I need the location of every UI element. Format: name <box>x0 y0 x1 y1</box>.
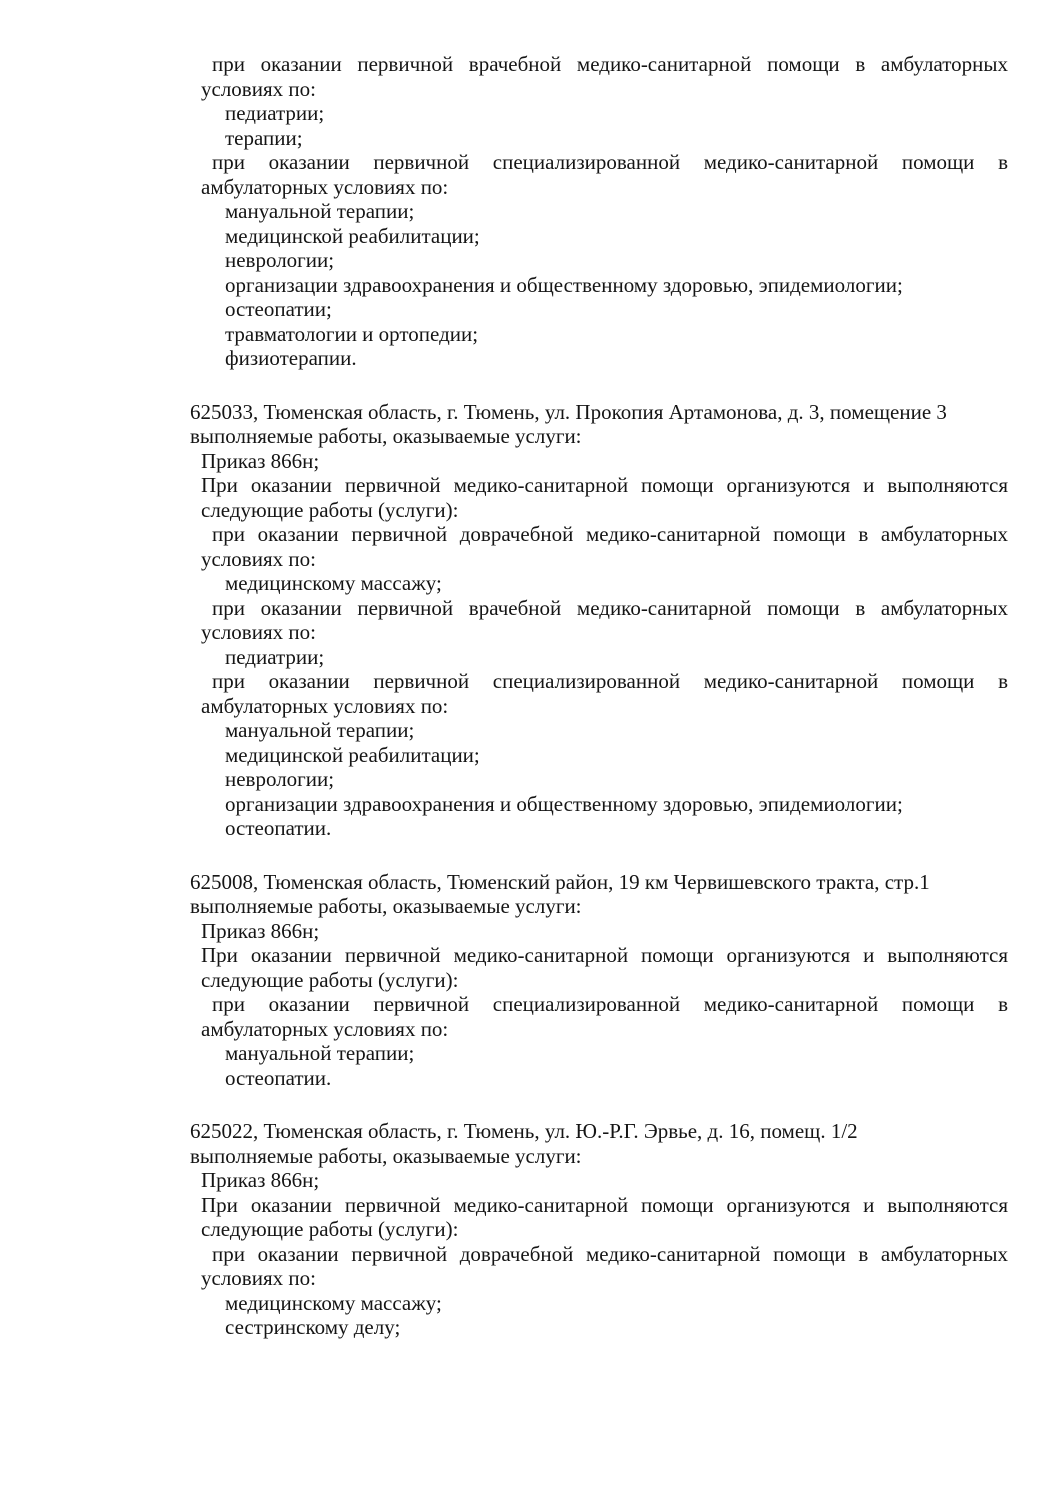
text-line: при оказании первичной врачебной медико-санитарной помощи в амбулаторных <box>212 52 1008 76</box>
section-625033 <box>190 400 1008 841</box>
text-line: при оказании первичной специализированной медико-санитарной помощи в <box>212 150 1008 174</box>
text-line: при оказании первичной специализированной медико-санитарной помощи в <box>212 992 1008 1016</box>
service-item-line: неврологии; <box>225 248 335 272</box>
service-item-line: мануальной терапии; <box>225 718 415 742</box>
order-line: Приказ 866н; <box>201 448 320 473</box>
service-item-line: медицинскому массажу; <box>225 1290 442 1315</box>
text-line: при оказании первичной врачебной медико-санитарной помощи в амбулаторных <box>212 595 1008 620</box>
service-item-line: травматологии и ортопедии; <box>225 321 479 346</box>
text-line: условиях по: <box>201 76 316 101</box>
section-625022 <box>190 1119 1008 1340</box>
text-line: амбулаторных условиях по: <box>201 693 449 718</box>
order-line: Приказ 866н; <box>201 1168 320 1192</box>
service-item-line: педиатрии; <box>225 644 325 669</box>
text-line: При оказании первичной медико-санитарной помощи организуются и выполняются <box>201 943 1008 967</box>
services-header-line: выполняемые работы, оказываемые услуги: <box>190 1143 582 1168</box>
address-line: 625008, Тюменская область, Тюменский район, 19 км Червишевского тракта, стр.1 <box>190 869 930 894</box>
services-header-line: выполняемые работы, оказываемые услуги: <box>190 894 582 918</box>
service-item-line: терапии; <box>225 125 303 150</box>
service-item-line: медицинскому массажу; <box>225 571 442 595</box>
text-line: при оказании первичной доврачебной медико-санитарной помощи в амбулаторных <box>212 522 1008 546</box>
service-item-line: сестринскому делу; <box>225 1315 401 1339</box>
service-item-line: медицинской реабилитации; <box>225 742 480 767</box>
address-line: 625022, Тюменская область, г. Тюмень, ул. Ю.-Р.Г. Эрвье, д. 16, помещ. 1/2 <box>190 1119 858 1143</box>
text-line: при оказании первичной доврачебной медико-санитарной помощи в амбулаторных <box>212 1241 1008 1266</box>
service-item-line: мануальной терапии; <box>225 1041 415 1065</box>
text-line: условиях по: <box>201 620 316 644</box>
service-item-line: мануальной терапии; <box>225 199 415 223</box>
service-item-line: педиатрии; <box>225 101 325 125</box>
services-header-line: выполняемые работы, оказываемые услуги: <box>190 424 582 448</box>
service-item-line: организации здравоохранения и общественному здоровью, эпидемиологии; <box>225 272 903 297</box>
service-item-line: организации здравоохранения и общественному здоровью, эпидемиологии; <box>225 791 903 816</box>
text-line: условиях по: <box>201 1266 316 1290</box>
address-line: 625033, Тюменская область, г. Тюмень, ул. Прокопия Артамонова, д. 3, помещение 3 <box>190 399 947 424</box>
service-item-line: остеопатии. <box>225 816 332 840</box>
text-line: следующие работы (услуги): <box>201 967 459 992</box>
text-line: условиях по: <box>201 546 316 571</box>
text-line: при оказании первичной специализированной медико-санитарной помощи в <box>212 669 1008 693</box>
service-item-line: физиотерапии. <box>225 346 357 370</box>
text-line: При оказании первичной медико-санитарной помощи организуются и выполняются <box>201 473 1008 497</box>
service-item-line: остеопатии. <box>225 1065 332 1090</box>
section-continued <box>190 52 1008 371</box>
service-item-line: остеопатии; <box>225 297 332 321</box>
text-line: амбулаторных условиях по: <box>201 174 449 199</box>
order-line: Приказ 866н; <box>201 918 320 943</box>
text-line: следующие работы (услуги): <box>201 1217 459 1241</box>
text-line: При оказании первичной медико-санитарной помощи организуются и выполняются <box>201 1192 1008 1217</box>
section-625008 <box>190 870 1008 1091</box>
text-line: следующие работы (услуги): <box>201 497 459 522</box>
text-line: амбулаторных условиях по: <box>201 1016 449 1041</box>
service-item-line: неврологии; <box>225 767 335 791</box>
service-item-line: медицинской реабилитации; <box>225 223 480 248</box>
